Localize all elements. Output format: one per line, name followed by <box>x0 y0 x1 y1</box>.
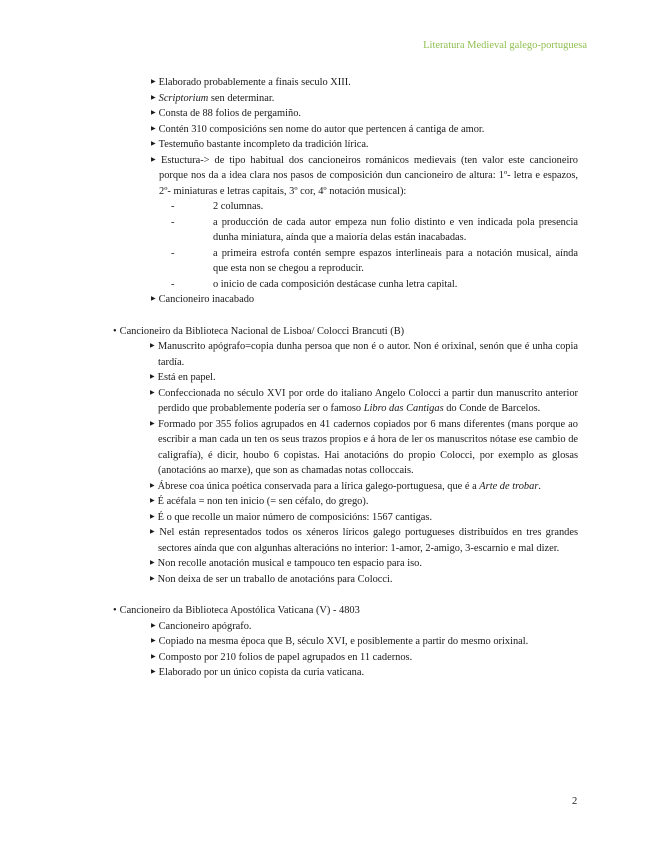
triangle-bullet-icon: ▶ <box>151 156 158 163</box>
dot-bullet-icon: • <box>113 605 117 616</box>
list-item: ▶ Manuscrito apógrafo=copia dunha persoa que non é o autor. Non é orixinal, senón que é unha copia tardía. <box>150 341 578 368</box>
list-item: ▶ Ábrese coa única poética conservada para a lírica galego-portuguesa, que é a Arte de trobar. <box>150 480 541 492</box>
list-item: ▶ Non deixa de ser un traballo de anotacións para Colocci. <box>150 573 393 585</box>
triangle-bullet-icon: ▶ <box>150 513 155 520</box>
triangle-bullet-icon: ▶ <box>151 296 156 302</box>
triangle-bullet-icon: ▶ <box>150 343 155 349</box>
list-item: ▶ É o que recolle un maior número de composicións: 1567 cantigas. <box>150 511 433 523</box>
list-item: ▶ Elaborado por un único copista da curia vaticana. <box>151 667 365 678</box>
dash-item: - a primeira estrofa contén sempre espazos interlineais para a notación musical, aínda que esta non se chegou a reproducir. <box>171 246 578 277</box>
triangle-bullet-icon: ▶ <box>151 110 156 116</box>
list-item: ▶ Elaborado probablemente a finais seculo XIII. <box>151 77 351 88</box>
list-item: ▶ Consta de 88 folios de pergamiño. <box>151 108 301 119</box>
list-item: ▶ Composto por 210 folios de papel agrupados en 11 cadernos. <box>151 651 413 663</box>
section-vaticana <box>113 603 578 681</box>
triangle-bullet-icon: ▶ <box>150 529 157 535</box>
dash-item: - o inicio de cada composición destácase cunha letra capital. <box>171 277 578 293</box>
list-item: ▶ Nel están representados todos os xéneros líricos galego portugueses distribuídos en tres grandes sectores aínda que con algunhas alteracións no interior: 1-amor, 2-amigo, 3-escarnio e mal dizer. <box>150 527 578 554</box>
triangle-bullet-icon: ▶ <box>151 653 156 660</box>
dash-item: - 2 columnas. <box>171 199 578 215</box>
triangle-bullet-icon: ▶ <box>150 389 156 396</box>
section-continuation <box>113 75 578 308</box>
list-item: ▶ Non recolle anotación musical e tampouco ten espacio para iso. <box>150 558 422 569</box>
list-item: ▶ Copiado na mesma época que B, século XVI, e posiblemente a partir do mesmo orixinal. <box>151 636 529 647</box>
list-item: ▶ Cancioneiro apógrafo. <box>151 620 252 632</box>
list-item: ▶ Testemuño bastante incompleto da tradición lírica. <box>151 139 369 150</box>
document-body <box>113 75 578 681</box>
dash-item: - a producción de cada autor empeza nun folio distinto e ven indicada pola presencia dunha miniatura, aínda que a maioría delas están inacabadas. <box>171 215 578 246</box>
triangle-bullet-icon: ▶ <box>151 79 156 85</box>
section-title: • Cancioneiro da Biblioteca Apostólica Vaticana (V) - 4803 <box>113 605 360 616</box>
list-item: ▶ Está en papel. <box>150 372 216 383</box>
triangle-bullet-icon: ▶ <box>150 498 155 504</box>
section-lisboa <box>113 324 578 588</box>
triangle-bullet-icon: ▶ <box>150 560 155 566</box>
triangle-bullet-icon: ▶ <box>151 638 156 644</box>
triangle-bullet-icon: ▶ <box>150 482 155 489</box>
dot-bullet-icon: • <box>113 325 117 337</box>
triangle-bullet-icon: ▶ <box>150 374 155 380</box>
section-title: • Cancioneiro da Biblioteca Nacional de Lisboa/ Colocci Brancuti (B) <box>113 325 405 337</box>
running-header: Literatura Medieval galego-portuguesa <box>423 40 587 51</box>
list-item: ▶ É acéfala = non ten inicio (= sen céfalo, do grego). <box>150 496 369 507</box>
triangle-bullet-icon: ▶ <box>151 94 156 101</box>
list-item: ▶ Scriptorium sen determinar. <box>151 92 275 104</box>
page-number: 2 <box>572 796 578 807</box>
triangle-bullet-icon: ▶ <box>150 575 155 582</box>
triangle-bullet-icon: ▶ <box>151 622 156 629</box>
triangle-bullet-icon: ▶ <box>150 420 156 427</box>
list-item: ▶ Estuctura-> de tipo habitual dos cancioneiros románicos medievais (ten valor este cancioneiro porque nos da a idea clara nos pasos de composición dun cancioneiro de altura: 1º- letra e espazos, 2º- miniaturas e letras capitais, 3º cor, 4º notación musical): <box>151 154 578 197</box>
triangle-bullet-icon: ▶ <box>151 125 156 132</box>
list-item: ▶ Cancioneiro inacabado <box>151 294 255 305</box>
triangle-bullet-icon: ▶ <box>151 669 156 675</box>
list-item: ▶ Confeccionada no século XVI por orde do italiano Angelo Colocci a partir dun manuscrito anterior perdido que probablemente podería ser o famoso Libro das Cantigas do Conde de Barcelos. <box>150 387 578 414</box>
list-item: ▶ Formado por 355 folios agrupados en 41 cadernos copiados por 6 mans diferentes (mans porque ao escribir a man cada un ten os seus trazos propios e á hora de ler os manuscritos nótase ese cambio de caligrafía), é dicir, houbo 6 copistas. Hai anotacións do propio Colocci, por exemplo as glosas (anotacións ao marxe), que son as chamadas notas colloccais. <box>150 418 578 476</box>
list-item: ▶ Contén 310 composicións sen nome do autor que pertencen á cantiga de amor. <box>151 123 485 135</box>
triangle-bullet-icon: ▶ <box>151 141 156 147</box>
